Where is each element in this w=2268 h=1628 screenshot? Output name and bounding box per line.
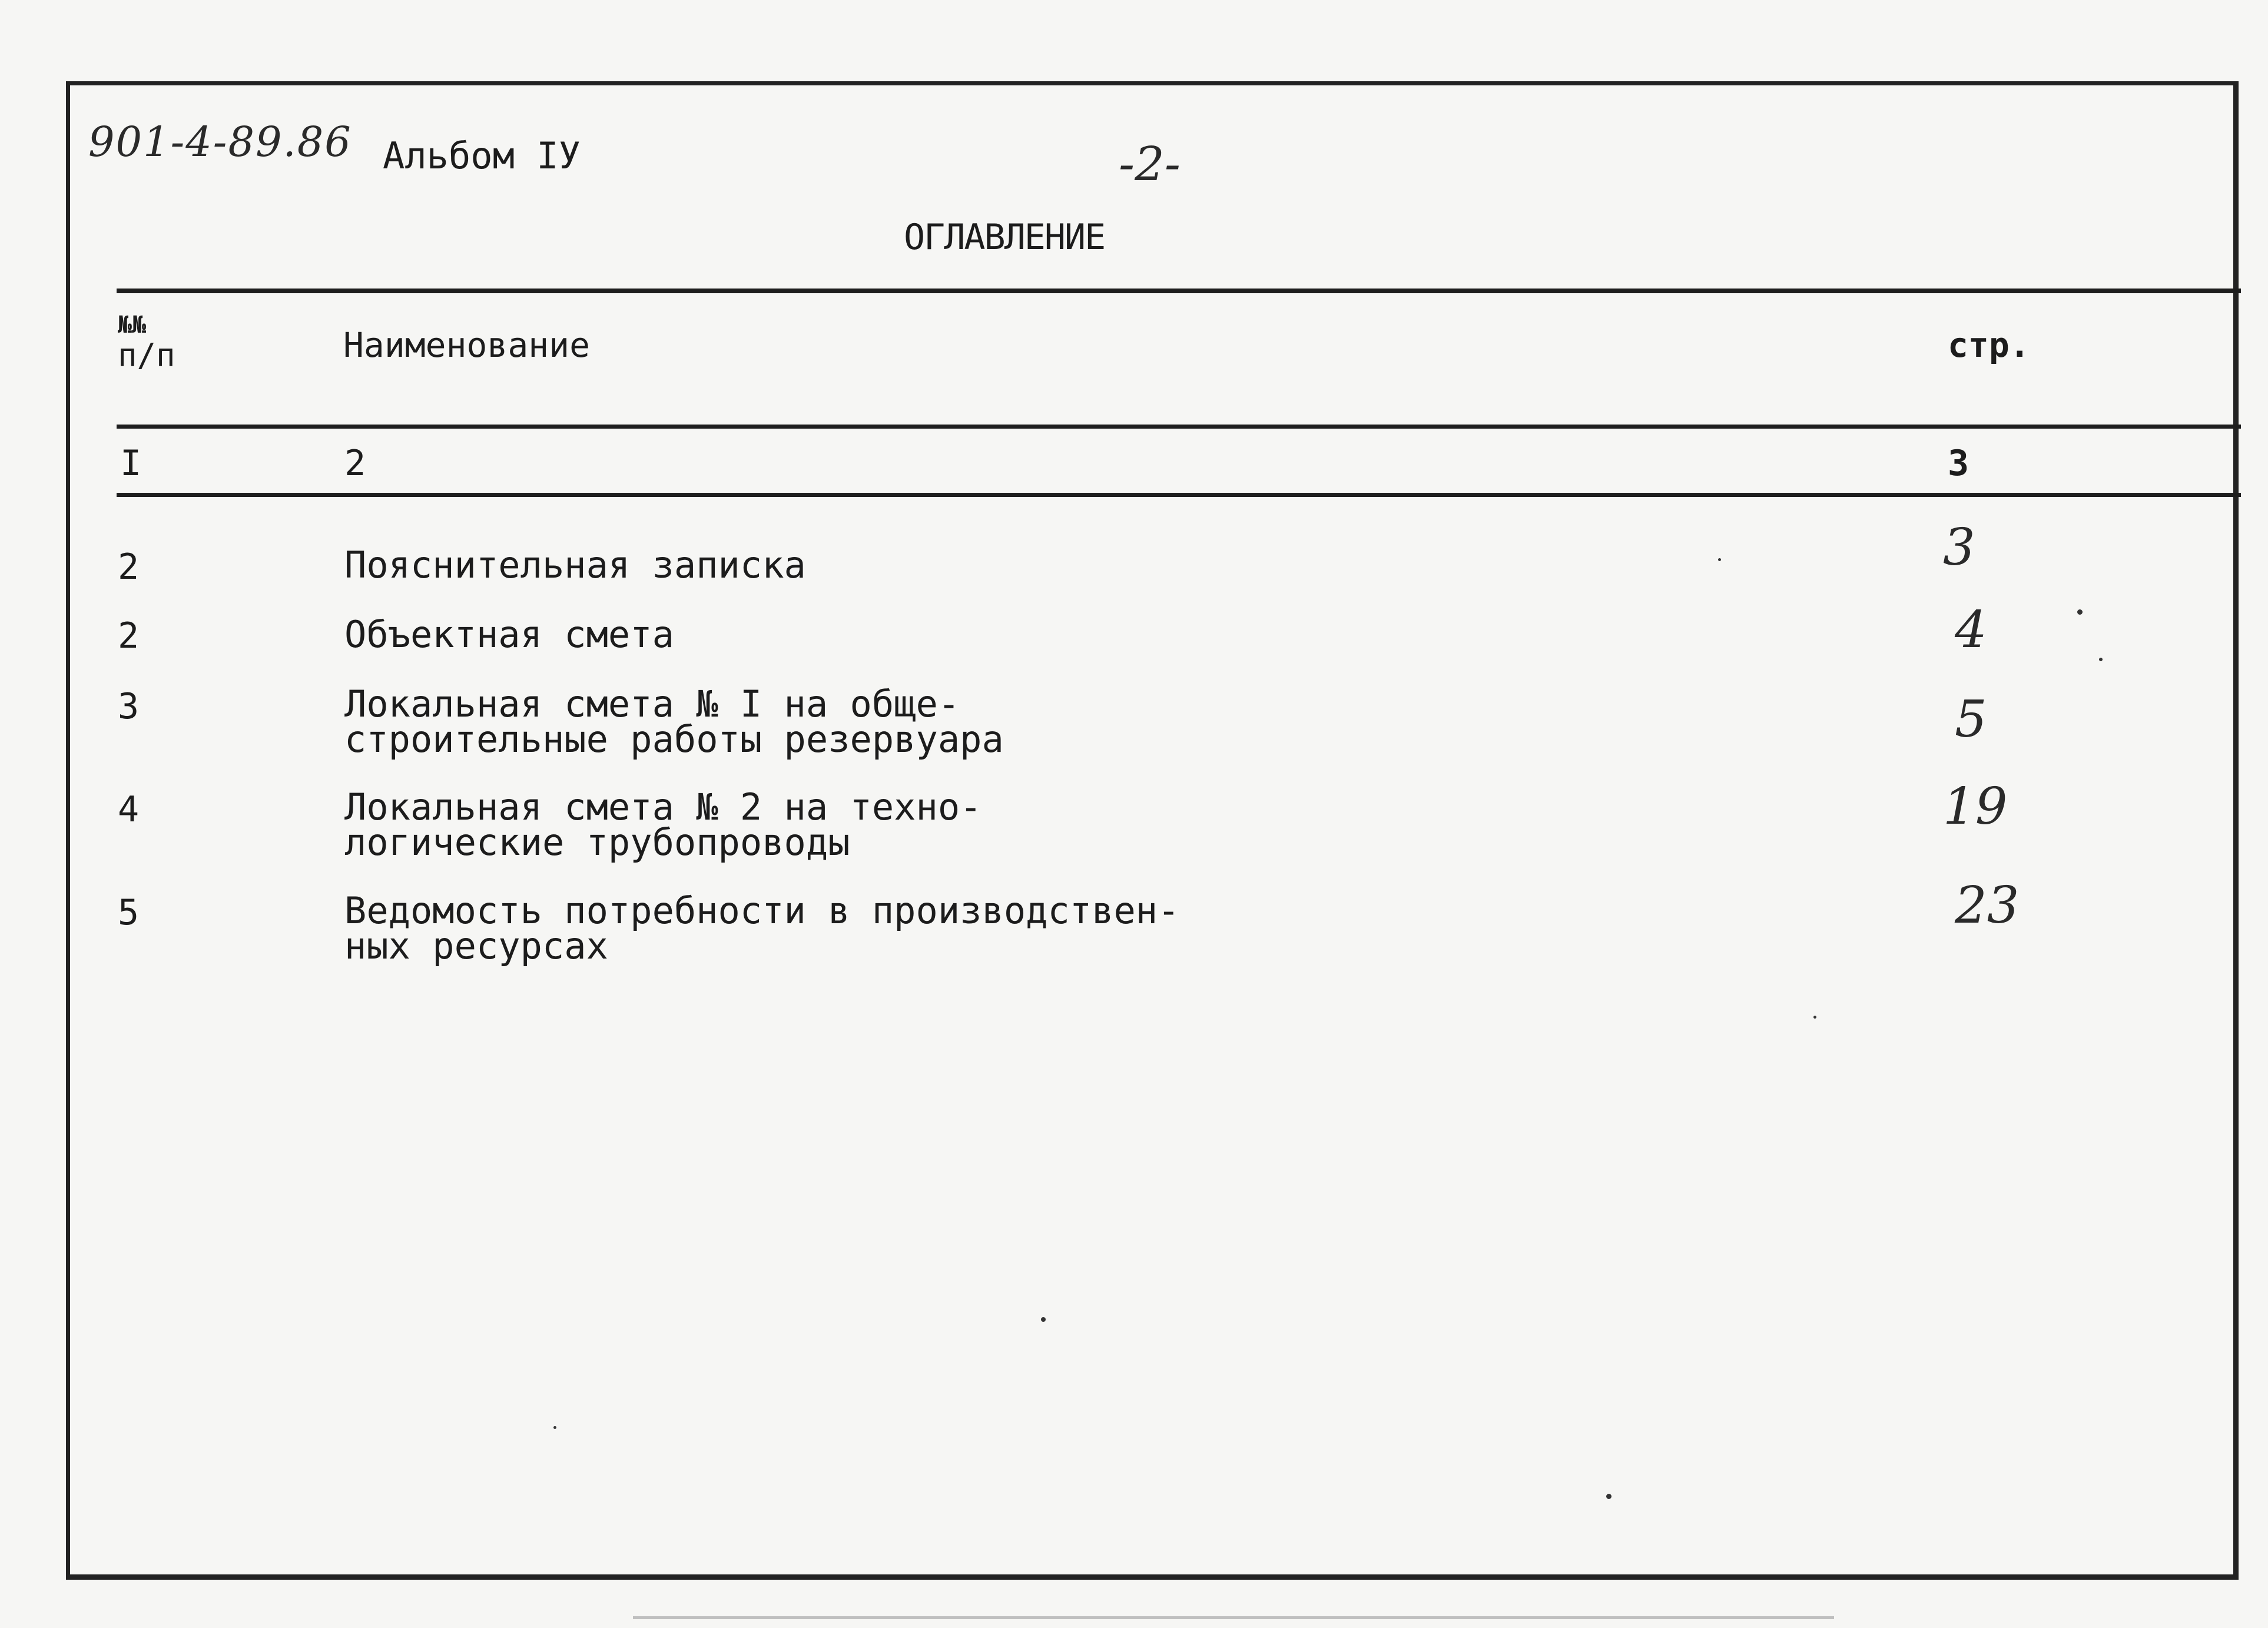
album-label: Альбом IУ [383,134,581,177]
header-page: стр. [1948,325,2030,365]
column-number-1: I [120,443,142,484]
row-page: 19 [1943,777,2008,836]
row-page: 4 [1955,601,1987,659]
document-code: 901-4-89.86 [88,118,352,166]
row-name-line: логические трубопроводы [344,821,850,864]
page-number: -2- [1119,137,1181,191]
row-name-line: Локальная смета № 2 на техно- [344,785,982,828]
column-number-3: 3 [1948,443,1969,484]
row-number: 2 [118,546,140,588]
row-page: 5 [1955,690,1987,749]
table-top-rule [117,289,2241,293]
header-number [118,312,175,373]
header-number-symbol: №№ [118,311,147,339]
row-number: 5 [118,892,140,933]
row-name-line: Объектная смета [344,613,674,656]
header-number-label: п/п [118,337,175,374]
scan-speck [1041,1317,1046,1322]
row-name-line: Пояснительная записка [344,543,806,586]
row-name-line: строительные работы резервуара [344,718,1004,761]
row-number: 3 [118,686,140,727]
column-number-2: 2 [344,443,366,484]
scan-speck [1813,1016,1816,1019]
scan-speck [1718,558,1721,561]
row-name [344,543,806,586]
scan-speck [1606,1494,1612,1499]
row-page: 23 [1955,876,2020,935]
scan-edge-rule [633,1616,1834,1619]
header-bottom-rule [117,425,2241,429]
row-name-line: ных ресурсах [344,924,608,967]
scan-speck [2077,609,2083,615]
row-name [344,682,1004,761]
row-number: 2 [118,615,140,656]
column-numbers-rule [117,493,2241,497]
row-number: 4 [118,789,140,830]
scan-speck [2099,658,2103,661]
row-name-line: Ведомость потребности в производствен- [344,889,1180,932]
row-name-line: Локальная смета № I на обще- [344,682,960,725]
row-name [344,613,674,656]
row-name [344,889,1180,967]
scan-speck [553,1426,556,1429]
row-page: 3 [1943,518,1975,577]
row-name [344,785,982,864]
page-title: ОГЛАВЛЕНИЕ [904,217,1105,258]
header-name: Наименование [343,325,591,365]
